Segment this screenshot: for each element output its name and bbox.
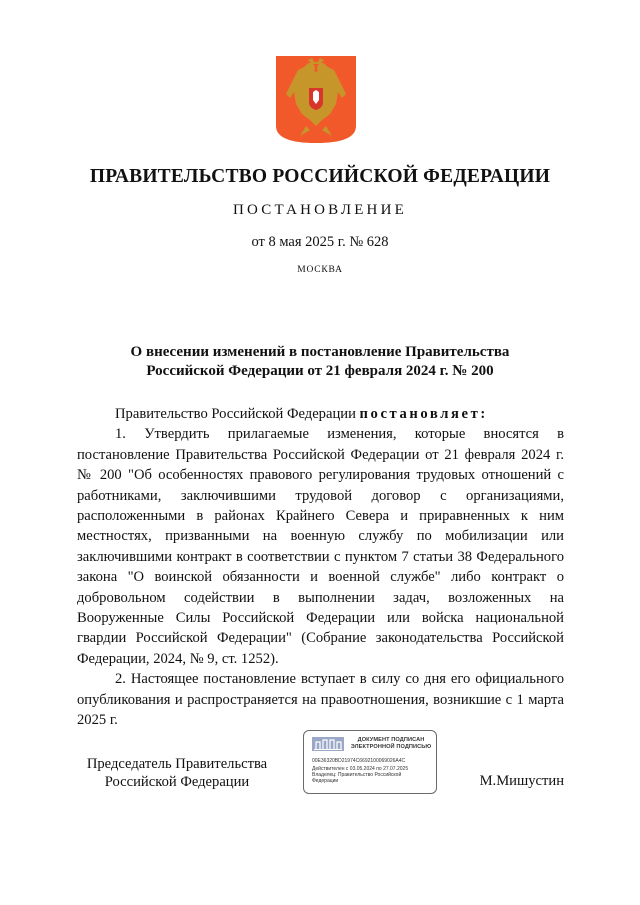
stamp-validity: Действителен с 03.05.2024 по 27.07.2025 [312, 766, 409, 772]
stamp-title-line-2: ЭЛЕКТРОННОЙ ПОДПИСЬЮ [350, 744, 432, 750]
stamp-certificate: 00E36320BD21974C6692100069026A4C [312, 758, 406, 764]
government-building-icon [312, 737, 344, 751]
item-1-paragraph: 1. Утвердить прилагаемые изменения, которые вносятся в постановление Правительства Российской Федерации от 21 февраля 2024 г. № 200 "Об особенностях правового регулирования трудовых отношений с работниками, заключившими трудовой договор с организациями, расположенными в районах Крайнего Севера и приравненных к ним местностях, призванными на военную службу по мобилизации или заключившими контракт в соответствии с пунктом 7 статьи 38 Федерального закона "О воинской обязанности и военной службе" либо контракт о добровольном содействии в выполнении задач, возложенных на Вооруженные Силы Российской Федерации или войска национальной гвардии Российской Федерации" (Собрание законодательства Российской Федерации, 2024, № 9, ст. 1252). [77, 426, 564, 667]
intro-text: Правительство Российской Федерации [115, 406, 356, 422]
signer-position-line-1: Председатель Правительства [86, 756, 268, 772]
stamp-owner-line-1: Владелец: Правительство Российской [312, 772, 402, 778]
document-subject [0, 343, 640, 381]
document-body [77, 404, 564, 731]
stamp-title-line-1: ДОКУМЕНТ ПОДПИСАН [357, 737, 425, 743]
document-type: ПОСТАНОВЛЕНИЕ [233, 202, 407, 218]
stamp-title [348, 737, 434, 751]
document-city: МОСКВА [297, 265, 343, 275]
intro-paragraph [77, 404, 564, 424]
subject-line-2: Российской Федерации от 21 февраля 2024 г. № 200 [146, 363, 494, 379]
russian-coat-of-arms-icon [276, 56, 356, 143]
electronic-signature-stamp [303, 730, 437, 794]
document-date-number: от 8 мая 2025 г. № 628 [251, 234, 389, 250]
stamp-owner-line-2: Федерации [312, 778, 339, 784]
subject-line-1: О внесении изменений в постановление Правительства [130, 344, 510, 360]
signer-name: М.Мишустин [479, 773, 564, 789]
signer-position-line-2: Российской Федерации [104, 774, 250, 790]
intro-decree-word: постановляет: [359, 406, 488, 422]
item-2-paragraph: 2. Настоящее постановление вступает в силу со дня его официального опубликования и распространяется на правоотношения, возникшие с 1 марта 2025 г. [77, 671, 564, 729]
government-title: ПРАВИТЕЛЬСТВО РОССИЙСКОЙ ФЕДЕРАЦИИ [89, 166, 551, 187]
signer-position [77, 755, 277, 791]
